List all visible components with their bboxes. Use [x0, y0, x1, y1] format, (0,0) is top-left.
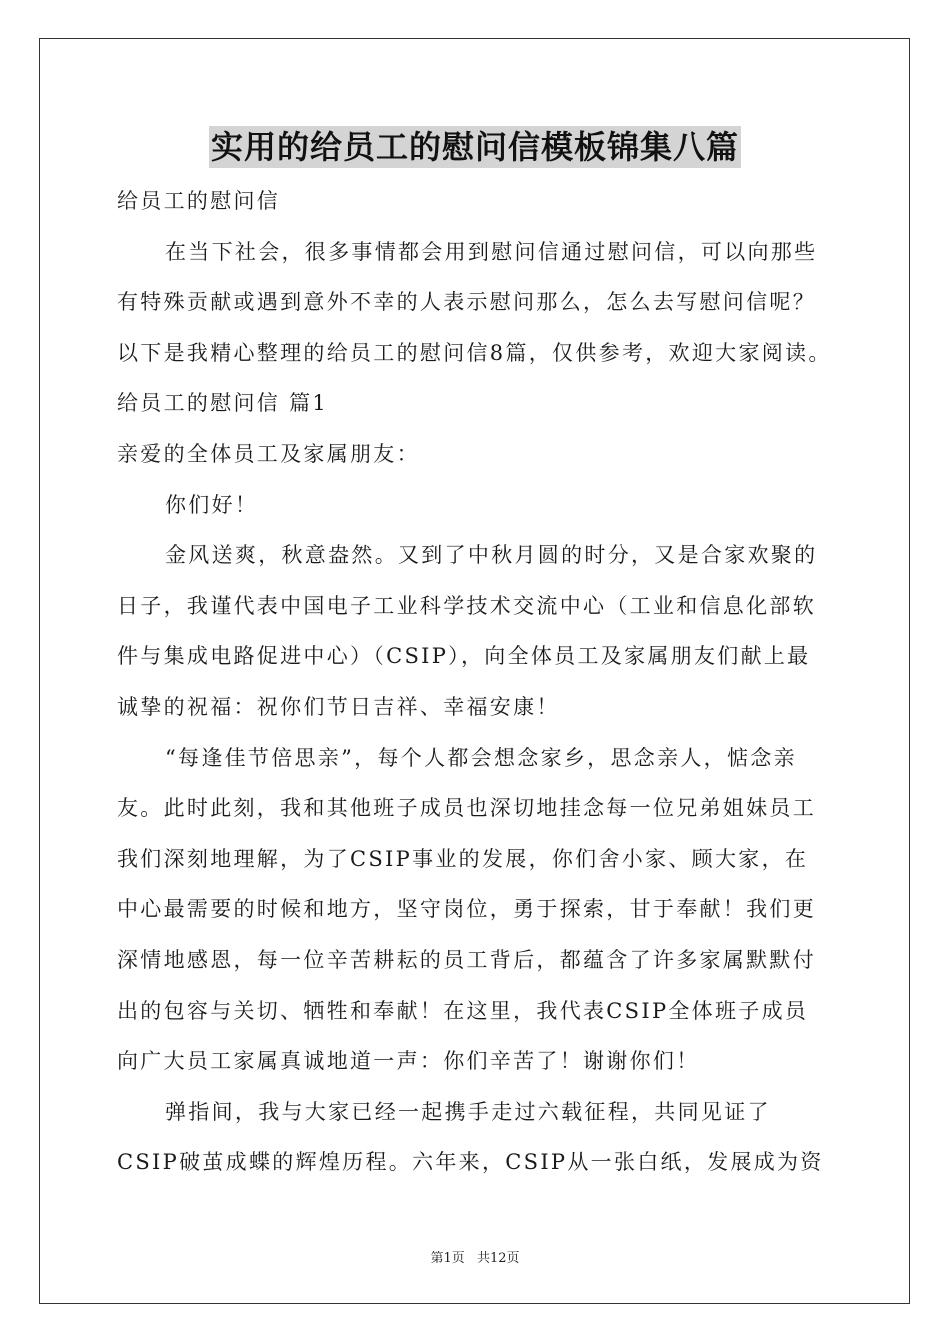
text-line: CSIP破茧成蝶的辉煌历程。六年来，CSIP从一张白纸，发展成为资: [117, 1150, 824, 1175]
page-number: 第1页: [430, 1251, 465, 1266]
text-line: 你们好！: [165, 492, 259, 517]
text-line: 友。此时此刻，我和其他班子成员也深切地挂念每一位兄弟姐妹员工: [117, 796, 816, 821]
text-line: 中心最需要的时候和地方，坚守岗位，勇于探索，甘于奉献！我们更: [117, 897, 816, 922]
text-line: 以下是我精心整理的给员工的慰问信8篇，仅供参考，欢迎大家阅读。: [117, 340, 832, 365]
title-container: [0, 126, 950, 168]
document-body: [117, 176, 847, 1188]
document-title: 实用的给员工的慰问信模板锦集八篇: [210, 128, 739, 166]
text-line: 给员工的慰问信: [117, 189, 281, 213]
text-line: 深情地感恩，每一位辛苦耕耘的员工背后，都蕴含了许多家属默默付: [117, 947, 816, 972]
text-line: 弹指间，我与大家已经一起携手走过六载征程，共同见证了: [165, 1099, 771, 1124]
text-line: 有特殊贡献或遇到意外不幸的人表示慰问那么，怎么去写慰问信呢？: [117, 290, 816, 315]
text-line: 出的包容与关切、牺牲和奉献！在这里，我代表CSIP全体班子成员: [117, 998, 809, 1023]
text-line: 金风送爽，秋意盎然。又到了中秋月圆的时分，又是合家欢聚的: [165, 543, 818, 568]
text-line: 诚挚的祝福：祝你们节日吉祥、幸福安康！: [117, 694, 560, 719]
text-line: 向广大员工家属真诚地道一声：你们辛苦了！谢谢你们！: [117, 1049, 700, 1074]
text-line: 给员工的慰问信 篇1: [117, 391, 329, 416]
page-footer: [0, 1247, 950, 1266]
page-total: 共12页: [476, 1251, 520, 1266]
text-line: “每逢佳节倍思亲”，每个人都会想念家乡，思念亲人，惦念亲: [165, 745, 797, 770]
text-line: 我们深刻地理解，为了CSIP事业的发展，你们舍小家、顾大家，在: [117, 846, 809, 871]
text-line: 在当下社会，很多事情都会用到慰问信通过慰问信，可以向那些: [165, 239, 818, 264]
text-line: 亲爱的全体员工及家属朋友：: [117, 441, 420, 466]
text-line: 件与集成电路促进中心）（CSIP），向全体员工及家属朋友们献上最: [117, 644, 811, 669]
text-line: 日子，我谨代表中国电子工业科学技术交流中心（工业和信息化部软: [117, 593, 816, 618]
